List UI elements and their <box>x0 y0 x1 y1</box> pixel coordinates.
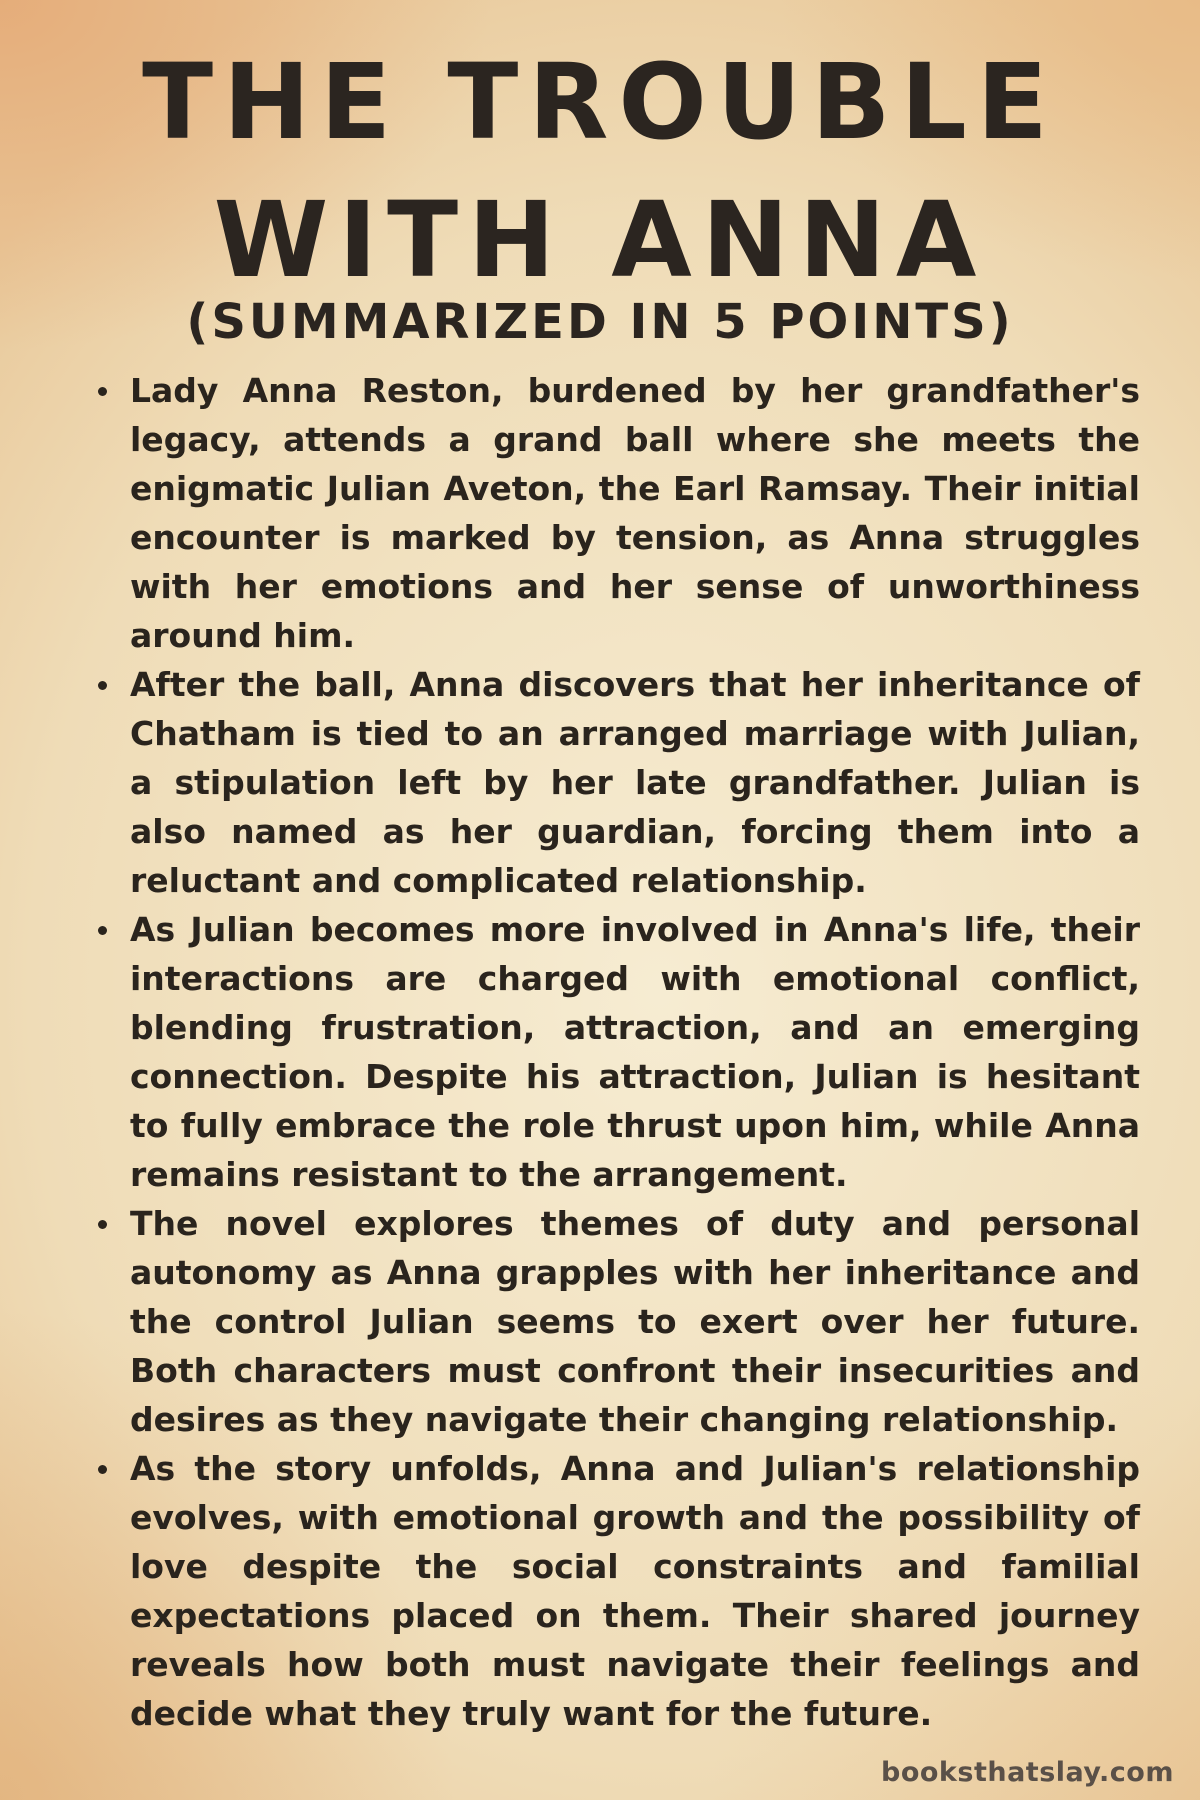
bullet-icon <box>98 387 107 396</box>
bullet-icon <box>98 1220 107 1229</box>
summary-point-2 <box>95 660 1140 905</box>
subtitle: (SUMMARIZED IN 5 POINTS) <box>186 294 1014 350</box>
title-line-1: THE TROUBLE <box>142 41 1058 163</box>
site-watermark: booksthatslay.com <box>881 1757 1174 1788</box>
summary-point-1 <box>95 366 1140 660</box>
summary-point-text: After the ball, Anna discovers that her inheritance of Chatham is tied to an arranged marriage with Julian, a stipulation left by her late grandfather. Julian is also named as her guardian, forcing them into a reluctant and complicated relationship. <box>130 665 1140 900</box>
summary-points-list <box>95 366 1140 1738</box>
summary-point-text: As the story unfolds, Anna and Julian's relationship evolves, with emotional growth and the possibility of love despite the social constraints and familial expectations placed on them. Their shared journey reveals how both must navigate their feelings and decide what they truly want for the future. <box>130 1449 1140 1733</box>
bullet-icon <box>98 1465 107 1474</box>
bullet-icon <box>98 926 107 935</box>
summary-point-text: Lady Anna Reston, burdened by her grandfather's legacy, attends a grand ball where she meets the enigmatic Julian Aveton, the Earl Ramsay. Their initial encounter is marked by tension, as Anna struggles with her emotions and her sense of unworthiness around him. <box>130 371 1140 655</box>
summary-point-3 <box>95 905 1140 1199</box>
summary-point-5 <box>95 1444 1140 1738</box>
title-line-2: WITH ANNA <box>213 179 987 301</box>
summary-point-text: The novel explores themes of duty and personal autonomy as Anna grapples with her inheritance and the control Julian seems to exert over her future. Both characters must confront their insecurities and desires as they navigate their changing relationship. <box>130 1204 1140 1439</box>
bullet-icon <box>98 681 107 690</box>
summary-point-text: As Julian becomes more involved in Anna's life, their interactions are charged with emotional conflict, blending frustration, attraction, and an emerging connection. Despite his attraction, Julian is hesitant to fully embrace the role thrust upon him, while Anna remains resistant to the arrangement. <box>130 910 1140 1194</box>
summary-point-4 <box>95 1199 1140 1444</box>
